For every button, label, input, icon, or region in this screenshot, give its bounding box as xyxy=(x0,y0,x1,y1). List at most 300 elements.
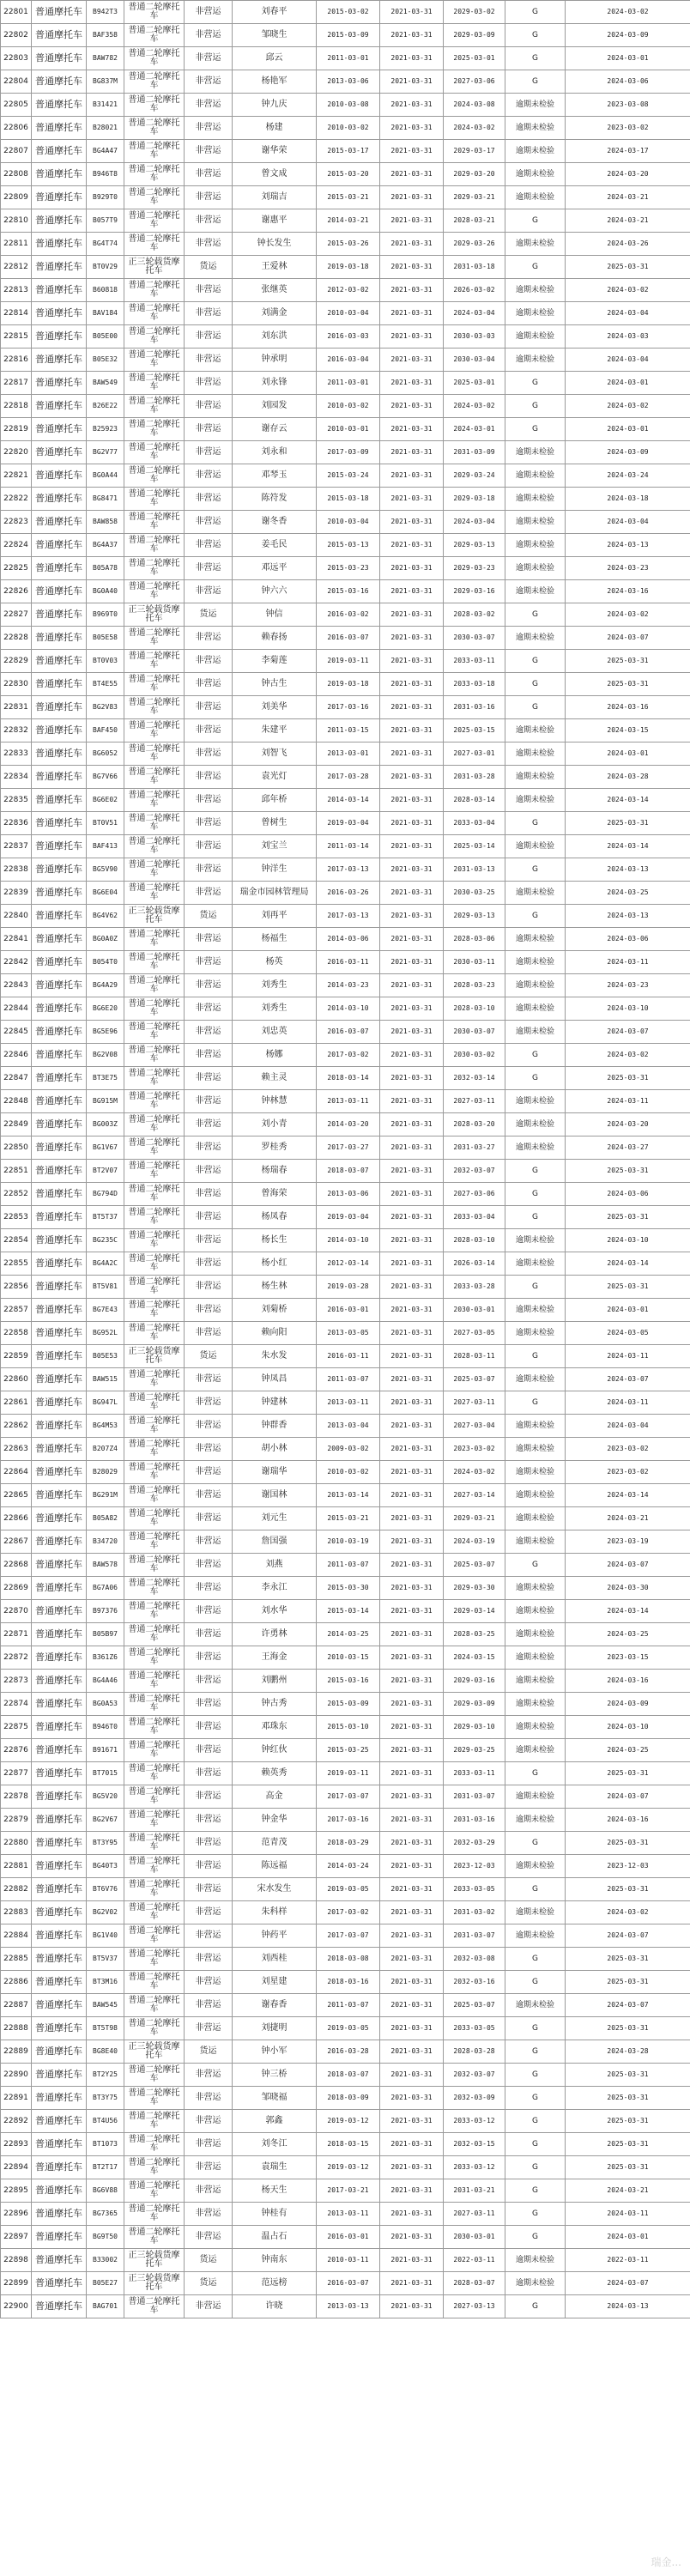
plate-number-cell: BG4A46 xyxy=(87,1670,124,1693)
owner-name-cell: 刘菊桥 xyxy=(233,1299,317,1322)
plate-number-cell: B05E32 xyxy=(87,349,124,372)
plate-number-cell: BG4T74 xyxy=(87,233,124,256)
usage-nature-cell: 非营运 xyxy=(185,418,233,441)
status-cell: G xyxy=(505,696,566,719)
owner-name-cell: 朱建平 xyxy=(233,719,317,742)
plate-number-cell: BAW515 xyxy=(87,1368,124,1391)
inspection-valid-until-cell: 2021-03-31 xyxy=(380,140,444,163)
scrap-deadline-cell: 2029-03-17 xyxy=(444,140,505,163)
scrap-deadline-cell: 2033-03-11 xyxy=(444,1762,505,1785)
vehicle-type-cell: 普通摩托车 xyxy=(32,2087,87,2110)
plate-number-cell: BG4A47 xyxy=(87,140,124,163)
owner-name-cell: 袁瑞生 xyxy=(233,2156,317,2179)
plate-number-cell: B05E53 xyxy=(87,1345,124,1368)
registration-date-cell: 2019-03-05 xyxy=(317,1878,380,1901)
owner-name-cell: 钟小军 xyxy=(233,2040,317,2064)
vehicle-type-cell: 普通摩托车 xyxy=(32,766,87,789)
scrap-deadline-cell: 2026-03-14 xyxy=(444,1252,505,1276)
owner-name-cell: 张继英 xyxy=(233,279,317,302)
registration-date-cell: 2015-03-23 xyxy=(317,557,380,580)
registration-date-cell: 2013-03-14 xyxy=(317,1484,380,1507)
vehicle-type-cell: 普通摩托车 xyxy=(32,302,87,325)
vehicle-type-cell: 普通摩托车 xyxy=(32,951,87,974)
scrap-deadline-cell: 2028-03-10 xyxy=(444,997,505,1021)
vehicle-kind-cell: 普通二轮摩托车 xyxy=(124,557,185,580)
table-row xyxy=(1,1971,690,1994)
owner-name-cell: 钟九庆 xyxy=(233,94,317,117)
table-row xyxy=(1,372,690,395)
vehicle-kind-cell: 普通二轮摩托车 xyxy=(124,766,185,789)
usage-nature-cell: 非营运 xyxy=(185,1183,233,1206)
plate-number-cell: BG0A44 xyxy=(87,464,124,488)
plate-number-cell: BT3E75 xyxy=(87,1067,124,1090)
scrap-deadline-cell: 2032-03-07 xyxy=(444,1160,505,1183)
inspection-valid-until-cell: 2021-03-31 xyxy=(380,2064,444,2087)
status-cell: G xyxy=(505,1276,566,1299)
inspection-valid-until-cell: 2021-03-31 xyxy=(380,1,444,24)
table-row xyxy=(1,1067,690,1090)
handling-deadline-cell: 2024-03-10 xyxy=(566,1716,690,1739)
table-row xyxy=(1,905,690,928)
inspection-valid-until-cell: 2021-03-31 xyxy=(380,24,444,47)
plate-number-cell: B05E27 xyxy=(87,2272,124,2295)
vehicle-type-cell: 普通摩托车 xyxy=(32,673,87,696)
inspection-valid-until-cell: 2021-03-31 xyxy=(380,2110,444,2133)
status-cell: G xyxy=(505,1878,566,1901)
handling-deadline-cell: 2025-03-31 xyxy=(566,256,690,279)
status-cell: 逾期未检验 xyxy=(505,1507,566,1530)
table-row xyxy=(1,1113,690,1136)
owner-name-cell: 刘西桂 xyxy=(233,1948,317,1971)
plate-number-cell: BG6052 xyxy=(87,742,124,766)
handling-deadline-cell: 2024-03-02 xyxy=(566,395,690,418)
inspection-valid-until-cell: 2021-03-31 xyxy=(380,1322,444,1345)
vehicle-kind-cell: 普通二轮摩托车 xyxy=(124,1252,185,1276)
inspection-valid-until-cell: 2021-03-31 xyxy=(380,1646,444,1670)
handling-deadline-cell: 2024-03-15 xyxy=(566,719,690,742)
usage-nature-cell: 非营运 xyxy=(185,464,233,488)
inspection-valid-until-cell: 2021-03-31 xyxy=(380,1739,444,1762)
usage-nature-cell: 非营运 xyxy=(185,1415,233,1438)
registration-date-cell: 2012-03-02 xyxy=(317,279,380,302)
vehicle-kind-cell: 普通二轮摩托车 xyxy=(124,1044,185,1067)
registration-date-cell: 2015-03-02 xyxy=(317,1,380,24)
scrap-deadline-cell: 2026-03-02 xyxy=(444,279,505,302)
owner-name-cell: 范远榜 xyxy=(233,2272,317,2295)
registration-date-cell: 2011-03-15 xyxy=(317,719,380,742)
usage-nature-cell: 非营运 xyxy=(185,858,233,882)
owner-name-cell: 王海金 xyxy=(233,1646,317,1670)
registration-date-cell: 2017-03-13 xyxy=(317,858,380,882)
scrap-deadline-cell: 2030-03-11 xyxy=(444,951,505,974)
owner-name-cell: 谢冬香 xyxy=(233,511,317,534)
status-cell: 逾期未检验 xyxy=(505,1855,566,1878)
registration-date-cell: 2017-03-07 xyxy=(317,1785,380,1809)
vehicle-type-cell: 普通摩托车 xyxy=(32,1878,87,1901)
usage-nature-cell: 非营运 xyxy=(185,233,233,256)
table-row xyxy=(1,580,690,603)
vehicle-kind-cell: 普通二轮摩托车 xyxy=(124,47,185,70)
vehicle-type-cell: 普通摩托车 xyxy=(32,1160,87,1183)
handling-deadline-cell: 2024-03-28 xyxy=(566,766,690,789)
inspection-valid-until-cell: 2021-03-31 xyxy=(380,650,444,673)
usage-nature-cell: 非营运 xyxy=(185,1276,233,1299)
inspection-valid-until-cell: 2021-03-31 xyxy=(380,742,444,766)
vehicle-kind-cell: 普通二轮摩托车 xyxy=(124,858,185,882)
status-cell: 逾期未检验 xyxy=(505,766,566,789)
row-id-cell: 22807 xyxy=(1,140,32,163)
table-row xyxy=(1,279,690,302)
row-id-cell: 22808 xyxy=(1,163,32,186)
handling-deadline-cell: 2024-03-07 xyxy=(566,2272,690,2295)
owner-name-cell: 瑞金市园林管理局 xyxy=(233,882,317,905)
usage-nature-cell: 非营运 xyxy=(185,1044,233,1067)
vehicle-type-cell: 普通摩托车 xyxy=(32,557,87,580)
vehicle-type-cell: 普通摩托车 xyxy=(32,928,87,951)
status-cell: 逾期未检验 xyxy=(505,627,566,650)
row-id-cell: 22840 xyxy=(1,905,32,928)
inspection-valid-until-cell: 2021-03-31 xyxy=(380,441,444,464)
owner-name-cell: 邓珠东 xyxy=(233,1716,317,1739)
inspection-valid-until-cell: 2021-03-31 xyxy=(380,2040,444,2064)
usage-nature-cell: 非营运 xyxy=(185,186,233,209)
table-row xyxy=(1,766,690,789)
row-id-cell: 22894 xyxy=(1,2156,32,2179)
status-cell: 逾期未检验 xyxy=(505,1646,566,1670)
owner-name-cell: 刘宝兰 xyxy=(233,835,317,858)
owner-name-cell: 李菊莲 xyxy=(233,650,317,673)
registration-date-cell: 2014-03-21 xyxy=(317,209,380,233)
plate-number-cell: B207Z4 xyxy=(87,1438,124,1461)
plate-number-cell: BAF450 xyxy=(87,719,124,742)
inspection-valid-until-cell: 2021-03-31 xyxy=(380,1832,444,1855)
usage-nature-cell: 非营运 xyxy=(185,1971,233,1994)
scrap-deadline-cell: 2024-03-04 xyxy=(444,302,505,325)
table-row xyxy=(1,47,690,70)
scrap-deadline-cell: 2029-03-21 xyxy=(444,186,505,209)
vehicle-kind-cell: 普通二轮摩托车 xyxy=(124,1693,185,1716)
vehicle-kind-cell: 普通二轮摩托车 xyxy=(124,2064,185,2087)
status-cell: 逾期未检验 xyxy=(505,1530,566,1554)
registration-date-cell: 2017-03-07 xyxy=(317,1924,380,1948)
vehicle-kind-cell: 普通二轮摩托车 xyxy=(124,488,185,511)
owner-name-cell: 刘东洪 xyxy=(233,325,317,349)
registration-date-cell: 2017-03-13 xyxy=(317,905,380,928)
table-row xyxy=(1,1554,690,1577)
usage-nature-cell: 非营运 xyxy=(185,1670,233,1693)
inspection-valid-until-cell: 2021-03-31 xyxy=(380,418,444,441)
plate-number-cell: BG2V67 xyxy=(87,1809,124,1832)
plate-number-cell: BG952L xyxy=(87,1322,124,1345)
usage-nature-cell: 非营运 xyxy=(185,1299,233,1322)
owner-name-cell: 胡小林 xyxy=(233,1438,317,1461)
vehicle-type-cell: 普通摩托车 xyxy=(32,534,87,557)
registration-date-cell: 2015-03-25 xyxy=(317,1739,380,1762)
status-cell: 逾期未检验 xyxy=(505,302,566,325)
row-id-cell: 22818 xyxy=(1,395,32,418)
handling-deadline-cell: 2024-03-03 xyxy=(566,325,690,349)
scrap-deadline-cell: 2030-03-07 xyxy=(444,627,505,650)
usage-nature-cell: 货运 xyxy=(185,603,233,627)
vehicle-type-cell: 普通摩托车 xyxy=(32,1484,87,1507)
row-id-cell: 22844 xyxy=(1,997,32,1021)
inspection-valid-until-cell: 2021-03-31 xyxy=(380,812,444,835)
row-id-cell: 22828 xyxy=(1,627,32,650)
registration-date-cell: 2015-03-09 xyxy=(317,24,380,47)
plate-number-cell: BAF413 xyxy=(87,835,124,858)
vehicle-kind-cell: 普通二轮摩托车 xyxy=(124,1670,185,1693)
vehicle-type-cell: 普通摩托车 xyxy=(32,256,87,279)
handling-deadline-cell: 2023-03-19 xyxy=(566,1530,690,1554)
registration-date-cell: 2011-03-01 xyxy=(317,47,380,70)
handling-deadline-cell: 2023-03-15 xyxy=(566,1646,690,1670)
status-cell: G xyxy=(505,812,566,835)
owner-name-cell: 高金 xyxy=(233,1785,317,1809)
table-row xyxy=(1,1090,690,1113)
row-id-cell: 22897 xyxy=(1,2226,32,2249)
scrap-deadline-cell: 2029-03-13 xyxy=(444,905,505,928)
owner-name-cell: 钟建林 xyxy=(233,1391,317,1415)
vehicle-kind-cell: 普通二轮摩托车 xyxy=(124,1183,185,1206)
row-id-cell: 22871 xyxy=(1,1623,32,1646)
plate-number-cell: B60818 xyxy=(87,279,124,302)
table-row xyxy=(1,1276,690,1299)
scrap-deadline-cell: 2030-03-02 xyxy=(444,1044,505,1067)
vehicle-kind-cell: 普通二轮摩托车 xyxy=(124,418,185,441)
scrap-deadline-cell: 2033-03-11 xyxy=(444,650,505,673)
handling-deadline-cell: 2024-03-11 xyxy=(566,1090,690,1113)
owner-name-cell: 朱水发 xyxy=(233,1345,317,1368)
plate-number-cell: BG2V77 xyxy=(87,441,124,464)
registration-date-cell: 2019-03-28 xyxy=(317,1276,380,1299)
vehicle-type-cell: 普通摩托车 xyxy=(32,1415,87,1438)
vehicle-kind-cell: 普通二轮摩托车 xyxy=(124,2087,185,2110)
scrap-deadline-cell: 2030-03-04 xyxy=(444,349,505,372)
inspection-valid-until-cell: 2021-03-31 xyxy=(380,372,444,395)
status-cell: 逾期未检验 xyxy=(505,557,566,580)
owner-name-cell: 钟群香 xyxy=(233,1415,317,1438)
row-id-cell: 22868 xyxy=(1,1554,32,1577)
vehicle-type-cell: 普通摩托车 xyxy=(32,858,87,882)
row-id-cell: 22824 xyxy=(1,534,32,557)
row-id-cell: 22833 xyxy=(1,742,32,766)
vehicle-kind-cell: 普通二轮摩托车 xyxy=(124,1994,185,2017)
handling-deadline-cell: 2024-03-09 xyxy=(566,441,690,464)
vehicle-type-cell: 普通摩托车 xyxy=(32,1229,87,1252)
plate-number-cell: BT2V07 xyxy=(87,1160,124,1183)
vehicle-kind-cell: 普通二轮摩托车 xyxy=(124,928,185,951)
row-id-cell: 22832 xyxy=(1,719,32,742)
usage-nature-cell: 非营运 xyxy=(185,627,233,650)
owner-name-cell: 杨艳军 xyxy=(233,70,317,94)
vehicle-type-cell: 普通摩托车 xyxy=(32,2295,87,2318)
owner-name-cell: 邱云 xyxy=(233,47,317,70)
handling-deadline-cell: 2025-03-31 xyxy=(566,2064,690,2087)
vehicle-type-cell: 普通摩托车 xyxy=(32,1762,87,1785)
scrap-deadline-cell: 2025-03-01 xyxy=(444,372,505,395)
vehicle-kind-cell: 普通二轮摩托车 xyxy=(124,186,185,209)
scrap-deadline-cell: 2029-03-02 xyxy=(444,1,505,24)
table-row xyxy=(1,928,690,951)
scrap-deadline-cell: 2030-03-07 xyxy=(444,1021,505,1044)
vehicle-type-cell: 普通摩托车 xyxy=(32,882,87,905)
row-id-cell: 22837 xyxy=(1,835,32,858)
vehicle-type-cell: 普通摩托车 xyxy=(32,1855,87,1878)
registration-date-cell: 2016-03-03 xyxy=(317,325,380,349)
status-cell: G xyxy=(505,2017,566,2040)
vehicle-type-cell: 普通摩托车 xyxy=(32,580,87,603)
usage-nature-cell: 非营运 xyxy=(185,1832,233,1855)
watermark-text: 瑞金... xyxy=(651,2556,681,2568)
table-row xyxy=(1,418,690,441)
vehicle-type-cell: 普通摩托车 xyxy=(32,1994,87,2017)
table-row xyxy=(1,673,690,696)
inspection-valid-until-cell: 2021-03-31 xyxy=(380,1484,444,1507)
registration-date-cell: 2017-03-16 xyxy=(317,696,380,719)
inspection-valid-until-cell: 2021-03-31 xyxy=(380,94,444,117)
table-row xyxy=(1,742,690,766)
plate-number-cell: BT3Y95 xyxy=(87,1832,124,1855)
usage-nature-cell: 非营运 xyxy=(185,372,233,395)
owner-name-cell: 钟古秀 xyxy=(233,1693,317,1716)
status-cell: G xyxy=(505,1067,566,1090)
inspection-valid-until-cell: 2021-03-31 xyxy=(380,488,444,511)
vehicle-kind-cell: 普通二轮摩托车 xyxy=(124,1600,185,1623)
vehicle-type-cell: 普通摩托车 xyxy=(32,1554,87,1577)
vehicle-type-cell: 普通摩托车 xyxy=(32,464,87,488)
owner-name-cell: 钟承明 xyxy=(233,349,317,372)
vehicle-kind-cell: 普通二轮摩托车 xyxy=(124,1878,185,1901)
plate-number-cell: BT1073 xyxy=(87,2133,124,2156)
row-id-cell: 22819 xyxy=(1,418,32,441)
plate-number-cell: BG291M xyxy=(87,1484,124,1507)
owner-name-cell: 钟金华 xyxy=(233,1809,317,1832)
status-cell: G xyxy=(505,905,566,928)
vehicle-kind-cell: 普通二轮摩托车 xyxy=(124,1971,185,1994)
handling-deadline-cell: 2024-03-13 xyxy=(566,2295,690,2318)
table-row xyxy=(1,1762,690,1785)
status-cell: 逾期未检验 xyxy=(505,117,566,140)
inspection-valid-until-cell: 2021-03-31 xyxy=(380,928,444,951)
plate-number-cell: BT0V03 xyxy=(87,650,124,673)
row-id-cell: 22899 xyxy=(1,2272,32,2295)
vehicle-kind-cell: 普通二轮摩托车 xyxy=(124,1067,185,1090)
plate-number-cell: BT2T17 xyxy=(87,2156,124,2179)
usage-nature-cell: 非营运 xyxy=(185,2295,233,2318)
registration-date-cell: 2019-03-11 xyxy=(317,650,380,673)
vehicle-type-cell: 普通摩托车 xyxy=(32,2110,87,2133)
vehicle-kind-cell: 普通二轮摩托车 xyxy=(124,534,185,557)
handling-deadline-cell: 2024-03-07 xyxy=(566,1021,690,1044)
usage-nature-cell: 非营运 xyxy=(185,951,233,974)
status-cell: 逾期未检验 xyxy=(505,488,566,511)
scrap-deadline-cell: 2032-03-07 xyxy=(444,2064,505,2087)
handling-deadline-cell: 2024-03-07 xyxy=(566,1785,690,1809)
vehicle-type-cell: 普通摩托车 xyxy=(32,233,87,256)
status-cell: G xyxy=(505,1044,566,1067)
plate-number-cell: BG915M xyxy=(87,1090,124,1113)
vehicle-type-cell: 普通摩托车 xyxy=(32,1901,87,1924)
inspection-valid-until-cell: 2021-03-31 xyxy=(380,302,444,325)
status-cell: G xyxy=(505,1206,566,1229)
plate-number-cell: BAW858 xyxy=(87,511,124,534)
row-id-cell: 22876 xyxy=(1,1739,32,1762)
inspection-valid-until-cell: 2021-03-31 xyxy=(380,1368,444,1391)
inspection-valid-until-cell: 2021-03-31 xyxy=(380,905,444,928)
row-id-cell: 22809 xyxy=(1,186,32,209)
handling-deadline-cell: 2025-03-31 xyxy=(566,2087,690,2110)
handling-deadline-cell: 2024-03-05 xyxy=(566,1322,690,1345)
vehicle-kind-cell: 普通二轮摩托车 xyxy=(124,2203,185,2226)
vehicle-type-cell: 普通摩托车 xyxy=(32,2156,87,2179)
table-row xyxy=(1,1299,690,1322)
owner-name-cell: 钟林慧 xyxy=(233,1090,317,1113)
registration-date-cell: 2015-03-18 xyxy=(317,488,380,511)
vehicle-kind-cell: 普通二轮摩托车 xyxy=(124,2017,185,2040)
status-cell: 逾期未检验 xyxy=(505,1322,566,1345)
usage-nature-cell: 非营运 xyxy=(185,812,233,835)
handling-deadline-cell: 2024-03-21 xyxy=(566,186,690,209)
table-row xyxy=(1,1785,690,1809)
status-cell: 逾期未检验 xyxy=(505,279,566,302)
usage-nature-cell: 非营运 xyxy=(185,1554,233,1577)
handling-deadline-cell: 2025-03-31 xyxy=(566,1206,690,1229)
registration-date-cell: 2012-03-14 xyxy=(317,1252,380,1276)
vehicle-kind-cell: 普通二轮摩托车 xyxy=(124,163,185,186)
row-id-cell: 22875 xyxy=(1,1716,32,1739)
usage-nature-cell: 非营运 xyxy=(185,1136,233,1160)
row-id-cell: 22848 xyxy=(1,1090,32,1113)
owner-name-cell: 刘元生 xyxy=(233,1507,317,1530)
usage-nature-cell: 非营运 xyxy=(185,302,233,325)
owner-name-cell: 谢春香 xyxy=(233,1994,317,2017)
registration-date-cell: 2015-03-24 xyxy=(317,464,380,488)
table-row xyxy=(1,1577,690,1600)
plate-number-cell: B054T0 xyxy=(87,951,124,974)
scrap-deadline-cell: 2028-03-06 xyxy=(444,928,505,951)
status-cell: 逾期未检验 xyxy=(505,1924,566,1948)
usage-nature-cell: 非营运 xyxy=(185,534,233,557)
vehicle-type-cell: 普通摩托车 xyxy=(32,488,87,511)
vehicle-kind-cell: 普通二轮摩托车 xyxy=(124,372,185,395)
registration-date-cell: 2019-03-04 xyxy=(317,1206,380,1229)
owner-name-cell: 赖春扬 xyxy=(233,627,317,650)
inspection-valid-until-cell: 2021-03-31 xyxy=(380,2156,444,2179)
status-cell: 逾期未检验 xyxy=(505,2249,566,2272)
vehicle-type-cell: 普通摩托车 xyxy=(32,1136,87,1160)
scrap-deadline-cell: 2028-03-21 xyxy=(444,209,505,233)
vehicle-type-cell: 普通摩托车 xyxy=(32,1183,87,1206)
status-cell: G xyxy=(505,2133,566,2156)
inspection-valid-until-cell: 2021-03-31 xyxy=(380,1693,444,1716)
handling-deadline-cell: 2024-03-11 xyxy=(566,2203,690,2226)
vehicle-type-cell: 普通摩托车 xyxy=(32,1113,87,1136)
inspection-valid-until-cell: 2021-03-31 xyxy=(380,1044,444,1067)
owner-name-cell: 刘燕 xyxy=(233,1554,317,1577)
status-cell: 逾期未检验 xyxy=(505,441,566,464)
scrap-deadline-cell: 2031-03-18 xyxy=(444,256,505,279)
usage-nature-cell: 非营运 xyxy=(185,2203,233,2226)
row-id-cell: 22817 xyxy=(1,372,32,395)
registration-date-cell: 2018-03-29 xyxy=(317,1832,380,1855)
vehicle-kind-cell: 普通二轮摩托车 xyxy=(124,349,185,372)
vehicle-kind-cell: 普通二轮摩托车 xyxy=(124,2110,185,2133)
scrap-deadline-cell: 2032-03-29 xyxy=(444,1832,505,1855)
inspection-valid-until-cell: 2021-03-31 xyxy=(380,325,444,349)
table-row xyxy=(1,696,690,719)
status-cell: 逾期未检验 xyxy=(505,1994,566,2017)
inspection-valid-until-cell: 2021-03-31 xyxy=(380,997,444,1021)
